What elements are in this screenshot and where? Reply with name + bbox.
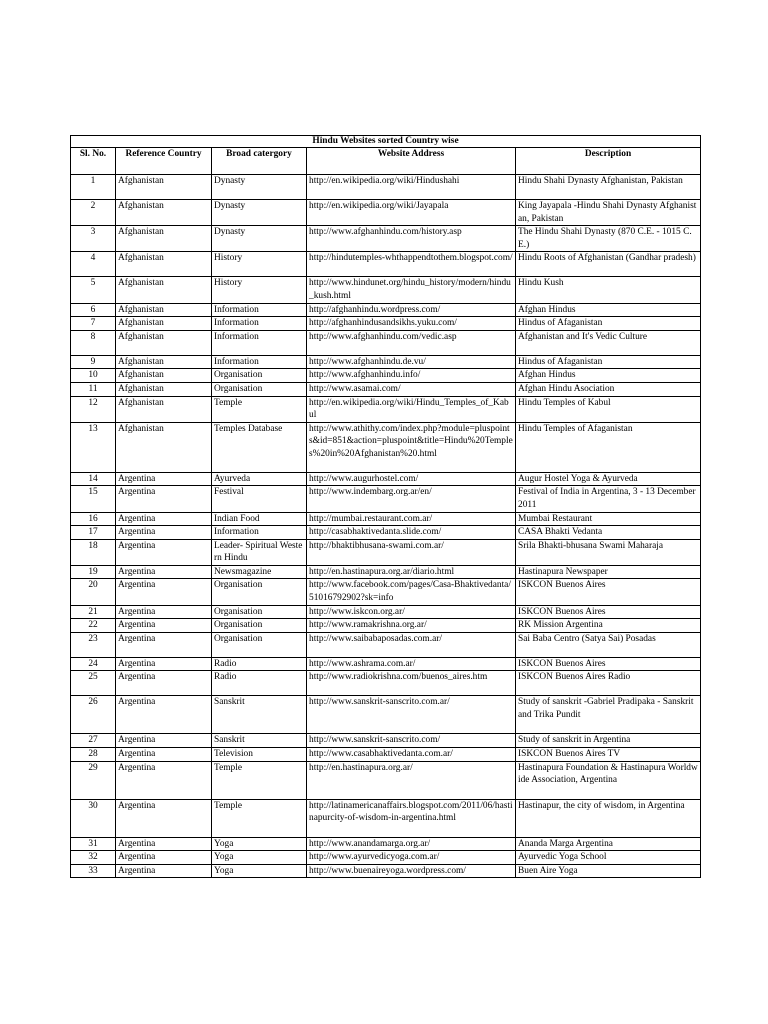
- row-number: 5: [71, 277, 116, 303]
- table-row: [71, 317, 701, 331]
- table-row: [71, 671, 701, 696]
- row-website: http://www.asamai.com/: [307, 382, 516, 396]
- row-number: 18: [71, 539, 116, 565]
- row-description: Hindus of Afaganistan: [516, 355, 701, 369]
- row-description: Mumbai Restaurant: [516, 512, 701, 526]
- table-row: [71, 851, 701, 865]
- row-number: 16: [71, 512, 116, 526]
- row-website: http://www.buenaireyoga.wordpress.com/: [307, 864, 516, 878]
- row-website: http://www.indembarg.org.ar/en/: [307, 486, 516, 512]
- row-website: http://www.afghanhindu.info/: [307, 369, 516, 383]
- row-description: Hindu Roots of Afghanistan (Gandhar pradesh): [516, 252, 701, 277]
- row-country: Argentina: [116, 619, 212, 633]
- row-country: Afghanistan: [116, 252, 212, 277]
- table-row: [71, 799, 701, 837]
- table-title: Hindu Websites sorted Country wise: [71, 136, 701, 148]
- table-row: [71, 539, 701, 565]
- row-country: Argentina: [116, 605, 212, 619]
- row-country: Afghanistan: [116, 355, 212, 369]
- row-number: 20: [71, 579, 116, 605]
- row-category: Organisation: [212, 632, 307, 657]
- table-row: [71, 396, 701, 422]
- row-description: ISKCON Buenos Aires: [516, 657, 701, 671]
- row-category: Festival: [212, 486, 307, 512]
- row-website: http://www.iskcon.org.ar/: [307, 605, 516, 619]
- row-description: Hindu Kush: [516, 277, 701, 303]
- table-row: [71, 486, 701, 512]
- row-website: http://www.sanskrit-sanscrito.com.ar/: [307, 696, 516, 734]
- table-row: [71, 330, 701, 355]
- row-country: Afghanistan: [116, 277, 212, 303]
- row-country: Argentina: [116, 864, 212, 878]
- row-category: Organisation: [212, 605, 307, 619]
- row-country: Argentina: [116, 696, 212, 734]
- table-row: [71, 565, 701, 579]
- row-description: Hastinapura Foundation & Hastinapura Worldwide Association, Argentina: [516, 761, 701, 799]
- header-reference-country: Reference Country: [116, 148, 212, 175]
- row-category: Yoga: [212, 837, 307, 851]
- row-description: Study of sanskrit in Argentina: [516, 734, 701, 748]
- row-country: Afghanistan: [116, 396, 212, 422]
- row-number: 21: [71, 605, 116, 619]
- row-description: Festival of India in Argentina, 3 - 13 December 2011: [516, 486, 701, 512]
- row-number: 31: [71, 837, 116, 851]
- row-description: Hindus of Afaganistan: [516, 317, 701, 331]
- row-description: ISKCON Buenos Aires: [516, 605, 701, 619]
- table-row: [71, 303, 701, 317]
- row-description: CASA Bhakti Vedanta: [516, 526, 701, 540]
- row-description: RK Mission Argentina: [516, 619, 701, 633]
- row-description: Ayurvedic Yoga School: [516, 851, 701, 865]
- row-country: Afghanistan: [116, 200, 212, 226]
- row-website: http://hindutemples-whthappendtothem.blogspot.com/: [307, 252, 516, 277]
- row-category: Dynasty: [212, 175, 307, 200]
- row-category: Dynasty: [212, 200, 307, 226]
- row-website: http://en.wikipedia.org/wiki/Hindu_Temples_of_Kabul: [307, 396, 516, 422]
- row-website: http://www.facebook.com/pages/Casa-Bhaktivedanta/51016792902?sk=info: [307, 579, 516, 605]
- table-row: [71, 175, 701, 200]
- row-country: Argentina: [116, 761, 212, 799]
- table-row: [71, 619, 701, 633]
- row-country: Argentina: [116, 579, 212, 605]
- row-category: Temple: [212, 396, 307, 422]
- row-number: 19: [71, 565, 116, 579]
- row-number: 26: [71, 696, 116, 734]
- row-number: 14: [71, 472, 116, 486]
- table-row: [71, 512, 701, 526]
- row-website: http://www.athithy.com/index.php?module=pluspoints&id=851&action=pluspoint&title=Hindu%20Temples%20in%20Afghanistan%20.html: [307, 422, 516, 472]
- row-number: 11: [71, 382, 116, 396]
- row-website: http://www.radiokrishna.com/buenos_aires.htm: [307, 671, 516, 696]
- row-website: http://www.ramakrishna.org.ar/: [307, 619, 516, 633]
- row-category: History: [212, 252, 307, 277]
- row-website: http://www.afghanhindu.com/history.asp: [307, 226, 516, 252]
- row-number: 4: [71, 252, 116, 277]
- row-number: 23: [71, 632, 116, 657]
- table-row: [71, 226, 701, 252]
- row-description: Afghan Hindus: [516, 303, 701, 317]
- table-row: [71, 422, 701, 472]
- table-row: [71, 864, 701, 878]
- table-row: [71, 526, 701, 540]
- row-country: Argentina: [116, 632, 212, 657]
- row-category: Information: [212, 317, 307, 331]
- row-website: http://www.augurhostel.com/: [307, 472, 516, 486]
- row-website: http://en.hastinapura.org.ar/diario.html: [307, 565, 516, 579]
- row-category: Yoga: [212, 864, 307, 878]
- row-description: Hindu Temples of Kabul: [516, 396, 701, 422]
- row-number: 28: [71, 748, 116, 762]
- row-description: Hastinapura Newspaper: [516, 565, 701, 579]
- row-category: Leader- Spiritual Western Hindu: [212, 539, 307, 565]
- row-category: Temple: [212, 761, 307, 799]
- row-website: http://www.saibabaposadas.com.ar/: [307, 632, 516, 657]
- row-category: Sanskrit: [212, 696, 307, 734]
- table-row: [71, 277, 701, 303]
- row-country: Argentina: [116, 539, 212, 565]
- row-description: The Hindu Shahi Dynasty (870 C.E. - 1015 C.E.): [516, 226, 701, 252]
- row-category: Organisation: [212, 579, 307, 605]
- row-description: Afghan Hindu Asociation: [516, 382, 701, 396]
- row-description: Afghanistan and It's Vedic Culture: [516, 330, 701, 355]
- row-website: http://latinamericanaffairs.blogspot.com/2011/06/hastinapurcity-of-wisdom-in-argentina.html: [307, 799, 516, 837]
- row-description: Buen Aire Yoga: [516, 864, 701, 878]
- table-row: [71, 696, 701, 734]
- row-country: Argentina: [116, 851, 212, 865]
- table-row: [71, 472, 701, 486]
- row-category: Information: [212, 303, 307, 317]
- row-description: Augur Hostel Yoga & Ayurveda: [516, 472, 701, 486]
- row-number: 32: [71, 851, 116, 865]
- row-description: ISKCON Buenos Aires TV: [516, 748, 701, 762]
- header-sl-no: Sl. No.: [71, 148, 116, 175]
- row-country: Argentina: [116, 526, 212, 540]
- row-description: King Jayapala -Hindu Shahi Dynasty Afghanistan, Pakistan: [516, 200, 701, 226]
- row-website: http://bhaktibhusana-swami.com.ar/: [307, 539, 516, 565]
- row-category: Television: [212, 748, 307, 762]
- row-description: Srila Bhakti-bhusana Swami Maharaja: [516, 539, 701, 565]
- row-category: Indian Food: [212, 512, 307, 526]
- row-website: http://www.sanskrit-sanscrito.com/: [307, 734, 516, 748]
- row-website: http://mumbai.restaurant.com.ar/: [307, 512, 516, 526]
- row-country: Argentina: [116, 512, 212, 526]
- table-row: [71, 605, 701, 619]
- row-country: Argentina: [116, 671, 212, 696]
- row-website: http://www.ashrama.com.ar/: [307, 657, 516, 671]
- row-website: http://www.casabhaktivedanta.com.ar/: [307, 748, 516, 762]
- row-country: Argentina: [116, 799, 212, 837]
- row-category: Dynasty: [212, 226, 307, 252]
- row-website: http://afghanhindusandsikhs.yuku.com/: [307, 317, 516, 331]
- table-row: [71, 837, 701, 851]
- row-website: http://en.wikipedia.org/wiki/Jayapala: [307, 200, 516, 226]
- row-category: Radio: [212, 671, 307, 696]
- row-category: Organisation: [212, 619, 307, 633]
- row-country: Afghanistan: [116, 226, 212, 252]
- table-row: [71, 734, 701, 748]
- row-number: 15: [71, 486, 116, 512]
- row-country: Argentina: [116, 565, 212, 579]
- row-number: 27: [71, 734, 116, 748]
- row-country: Argentina: [116, 734, 212, 748]
- row-country: Afghanistan: [116, 330, 212, 355]
- row-number: 25: [71, 671, 116, 696]
- row-description: Afghan Hindus: [516, 369, 701, 383]
- row-number: 8: [71, 330, 116, 355]
- row-description: Study of sanskrit -Gabriel Pradipaka - Sanskrit and Trika Pundit: [516, 696, 701, 734]
- row-country: Afghanistan: [116, 175, 212, 200]
- row-website: http://www.afghanhindu.de.vu/: [307, 355, 516, 369]
- row-category: Information: [212, 355, 307, 369]
- row-category: Temple: [212, 799, 307, 837]
- table-row: [71, 252, 701, 277]
- row-country: Afghanistan: [116, 422, 212, 472]
- row-number: 30: [71, 799, 116, 837]
- row-category: Radio: [212, 657, 307, 671]
- row-country: Afghanistan: [116, 382, 212, 396]
- row-website: http://casabhaktivedanta.slide.com/: [307, 526, 516, 540]
- websites-table: [70, 135, 701, 878]
- table-row: [71, 369, 701, 383]
- row-number: 12: [71, 396, 116, 422]
- row-country: Argentina: [116, 748, 212, 762]
- row-country: Argentina: [116, 486, 212, 512]
- row-country: Argentina: [116, 837, 212, 851]
- row-number: 1: [71, 175, 116, 200]
- row-category: Sanskrit: [212, 734, 307, 748]
- row-description: ISKCON Buenos Aires Radio: [516, 671, 701, 696]
- table-row: [71, 748, 701, 762]
- row-country: Argentina: [116, 657, 212, 671]
- row-country: Afghanistan: [116, 303, 212, 317]
- table-row: [71, 632, 701, 657]
- header-website-address: Website Address: [307, 148, 516, 175]
- row-number: 33: [71, 864, 116, 878]
- table-row: [71, 579, 701, 605]
- row-description: Hindu Shahi Dynasty Afghanistan, Pakistan: [516, 175, 701, 200]
- table-row: [71, 355, 701, 369]
- table-row: [71, 200, 701, 226]
- row-country: Argentina: [116, 472, 212, 486]
- row-website: http://afghanhindu.wordpress.com/: [307, 303, 516, 317]
- table-row: [71, 657, 701, 671]
- row-website: http://www.hindunet.org/hindu_history/modern/hindu_kush.html: [307, 277, 516, 303]
- row-website: http://www.anandamarga.org.ar/: [307, 837, 516, 851]
- row-number: 9: [71, 355, 116, 369]
- row-website: http://www.afghanhindu.com/vedic.asp: [307, 330, 516, 355]
- row-category: Organisation: [212, 369, 307, 383]
- row-number: 6: [71, 303, 116, 317]
- row-number: 13: [71, 422, 116, 472]
- row-description: ISKCON Buenos Aires: [516, 579, 701, 605]
- row-category: Information: [212, 330, 307, 355]
- row-number: 10: [71, 369, 116, 383]
- row-number: 22: [71, 619, 116, 633]
- table-body: [71, 175, 701, 878]
- row-number: 24: [71, 657, 116, 671]
- row-category: Temples Database: [212, 422, 307, 472]
- row-number: 7: [71, 317, 116, 331]
- row-country: Afghanistan: [116, 317, 212, 331]
- row-number: 29: [71, 761, 116, 799]
- header-broad-category: Broad catergory: [212, 148, 307, 175]
- row-website: http://www.ayurvedicyoga.com.ar/: [307, 851, 516, 865]
- table-row: [71, 382, 701, 396]
- row-number: 17: [71, 526, 116, 540]
- row-category: Organisation: [212, 382, 307, 396]
- row-description: Sai Baba Centro (Satya Sai) Posadas: [516, 632, 701, 657]
- row-description: Hindu Temples of Afaganistan: [516, 422, 701, 472]
- row-number: 2: [71, 200, 116, 226]
- row-category: History: [212, 277, 307, 303]
- row-website: http://en.wikipedia.org/wiki/Hindushahi: [307, 175, 516, 200]
- row-website: http://en.hastinapura.org.ar/: [307, 761, 516, 799]
- row-number: 3: [71, 226, 116, 252]
- row-description: Ananda Marga Argentina: [516, 837, 701, 851]
- row-category: Information: [212, 526, 307, 540]
- row-category: Newsmagazine: [212, 565, 307, 579]
- row-country: Afghanistan: [116, 369, 212, 383]
- row-description: Hastinapur, the city of wisdom, in Argentina: [516, 799, 701, 837]
- table-row: [71, 761, 701, 799]
- row-category: Ayurveda: [212, 472, 307, 486]
- header-description: Description: [516, 148, 701, 175]
- row-category: Yoga: [212, 851, 307, 865]
